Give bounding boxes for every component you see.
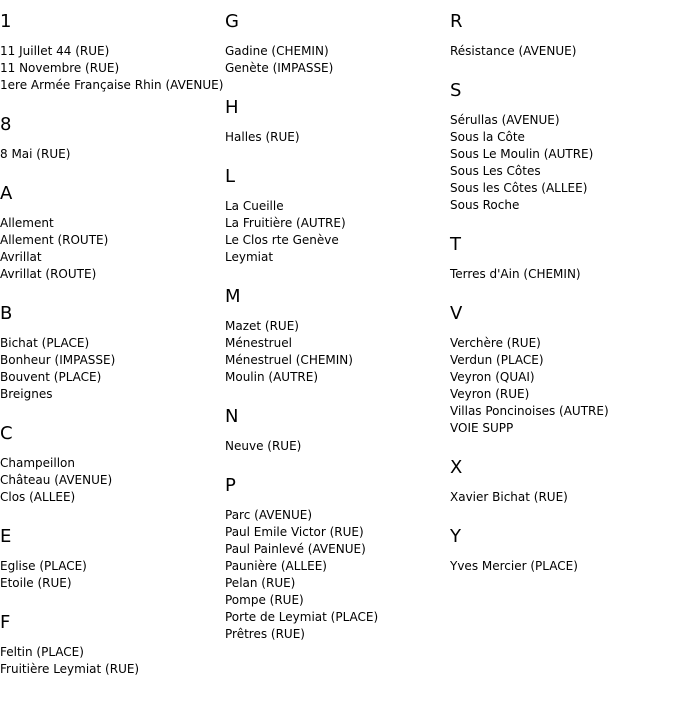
street-item: La Fruitière (AUTRE) [225, 216, 346, 230]
street-item: Xavier Bichat (RUE) [450, 490, 568, 504]
street-item: Pelan (RUE) [225, 576, 296, 590]
street-item: Bonheur (IMPASSE) [0, 353, 116, 367]
letter-group [450, 77, 672, 214]
street-item: Château (AVENUE) [0, 473, 113, 487]
letter-group [225, 283, 447, 386]
street-list [0, 455, 222, 506]
street-item: Veyron (RUE) [450, 387, 530, 401]
street-list [225, 318, 447, 386]
street-list [0, 146, 222, 163]
letter-heading: 8 [0, 114, 12, 135]
letter-heading: Y [450, 526, 461, 547]
letter-heading: 1 [0, 11, 12, 32]
street-item: Ménestruel (CHEMIN) [225, 353, 353, 367]
street-list [225, 129, 447, 146]
street-item: Allement [0, 216, 54, 230]
street-list [225, 43, 447, 77]
street-item: Bouvent (PLACE) [0, 370, 102, 384]
street-item: Eglise (PLACE) [0, 559, 87, 573]
street-list [0, 335, 222, 403]
letter-group [450, 300, 672, 437]
street-item: Paul Painlevé (AVENUE) [225, 542, 366, 556]
street-item: Terres d'Ain (CHEMIN) [450, 267, 581, 281]
letter-heading: S [450, 80, 462, 101]
street-item: Paunière (ALLEE) [225, 559, 327, 573]
letter-group [450, 231, 672, 283]
street-item: Champeillon [0, 456, 75, 470]
street-index-column-1 [0, 8, 222, 695]
street-list [225, 507, 447, 643]
street-item: Ménestruel [225, 336, 292, 350]
letter-group [225, 403, 447, 455]
street-item: Prêtres (RUE) [225, 627, 305, 641]
street-item: Parc (AVENUE) [225, 508, 313, 522]
street-list [0, 215, 222, 283]
street-item: 1ere Armée Française Rhin (AVENUE) [0, 78, 224, 92]
street-item: 8 Mai (RUE) [0, 147, 71, 161]
letter-group [450, 523, 672, 575]
letter-group [0, 420, 222, 506]
street-index-column-2 [225, 8, 447, 660]
street-item: Porte de Leymiat (PLACE) [225, 610, 379, 624]
street-item: Sous Le Moulin (AUTRE) [450, 147, 594, 161]
letter-heading: E [0, 526, 12, 547]
street-list [450, 112, 672, 214]
letter-heading: F [0, 612, 11, 633]
letter-group [225, 8, 447, 77]
letter-heading: P [225, 475, 236, 496]
street-item: Genète (IMPASSE) [225, 61, 334, 75]
letter-group [225, 163, 447, 266]
street-item: La Cueille [225, 199, 284, 213]
street-list [225, 198, 447, 266]
letter-heading: A [0, 183, 13, 204]
street-item: Breignes [0, 387, 53, 401]
letter-group [0, 8, 222, 94]
letter-heading: V [450, 303, 463, 324]
street-item: Sérullas (AVENUE) [450, 113, 560, 127]
street-item: Pompe (RUE) [225, 593, 304, 607]
street-item: Mazet (RUE) [225, 319, 299, 333]
letter-group [0, 180, 222, 283]
street-item: Allement (ROUTE) [0, 233, 109, 247]
street-index-column-3 [450, 8, 672, 592]
letter-heading: M [225, 286, 241, 307]
street-list [0, 644, 222, 678]
street-item: Sous Les Côtes [450, 164, 541, 178]
street-item: Bichat (PLACE) [0, 336, 90, 350]
street-list [0, 43, 222, 94]
letter-group [450, 8, 672, 60]
letter-group [225, 472, 447, 643]
street-item: Fruitière Leymiat (RUE) [0, 662, 140, 676]
street-item: Villas Poncinoises (AUTRE) [450, 404, 609, 418]
street-list [225, 438, 447, 455]
street-item: Veyron (QUAI) [450, 370, 535, 384]
letter-heading: B [0, 303, 13, 324]
street-item: Verchère (RUE) [450, 336, 541, 350]
street-item: Gadine (CHEMIN) [225, 44, 329, 58]
letter-heading: R [450, 11, 463, 32]
letter-group [225, 94, 447, 146]
street-item: Halles (RUE) [225, 130, 300, 144]
street-item: Yves Mercier (PLACE) [450, 559, 578, 573]
letter-group [450, 454, 672, 506]
street-list [450, 335, 672, 437]
letter-heading: C [0, 423, 13, 444]
letter-group [0, 523, 222, 592]
street-item: VOIE SUPP [450, 421, 514, 435]
street-item: 11 Juillet 44 (RUE) [0, 44, 110, 58]
letter-group [0, 111, 222, 163]
letter-heading: G [225, 11, 239, 32]
street-item: Verdun (PLACE) [450, 353, 544, 367]
letter-group [0, 300, 222, 403]
letter-heading: X [450, 457, 463, 478]
street-list [450, 266, 672, 283]
street-item: 11 Novembre (RUE) [0, 61, 120, 75]
street-list [450, 43, 672, 60]
street-list [450, 558, 672, 575]
street-item: Etoile (RUE) [0, 576, 72, 590]
street-item: Sous la Côte [450, 130, 525, 144]
street-item: Paul Emile Victor (RUE) [225, 525, 364, 539]
street-item: Sous les Côtes (ALLEE) [450, 181, 588, 195]
letter-heading: H [225, 97, 239, 118]
street-item: Le Clos rte Genève [225, 233, 339, 247]
street-item: Moulin (AUTRE) [225, 370, 318, 384]
street-item: Feltin (PLACE) [0, 645, 84, 659]
letter-group [0, 609, 222, 678]
street-item: Sous Roche [450, 198, 520, 212]
street-item: Avrillat [0, 250, 42, 264]
street-list [450, 489, 672, 506]
letter-heading: N [225, 406, 239, 427]
street-item: Neuve (RUE) [225, 439, 302, 453]
street-list [0, 558, 222, 592]
street-item: Résistance (AVENUE) [450, 44, 577, 58]
street-item: Leymiat [225, 250, 274, 264]
street-item: Clos (ALLEE) [0, 490, 76, 504]
letter-heading: L [225, 166, 236, 187]
letter-heading: T [450, 234, 461, 255]
street-item: Avrillat (ROUTE) [0, 267, 97, 281]
